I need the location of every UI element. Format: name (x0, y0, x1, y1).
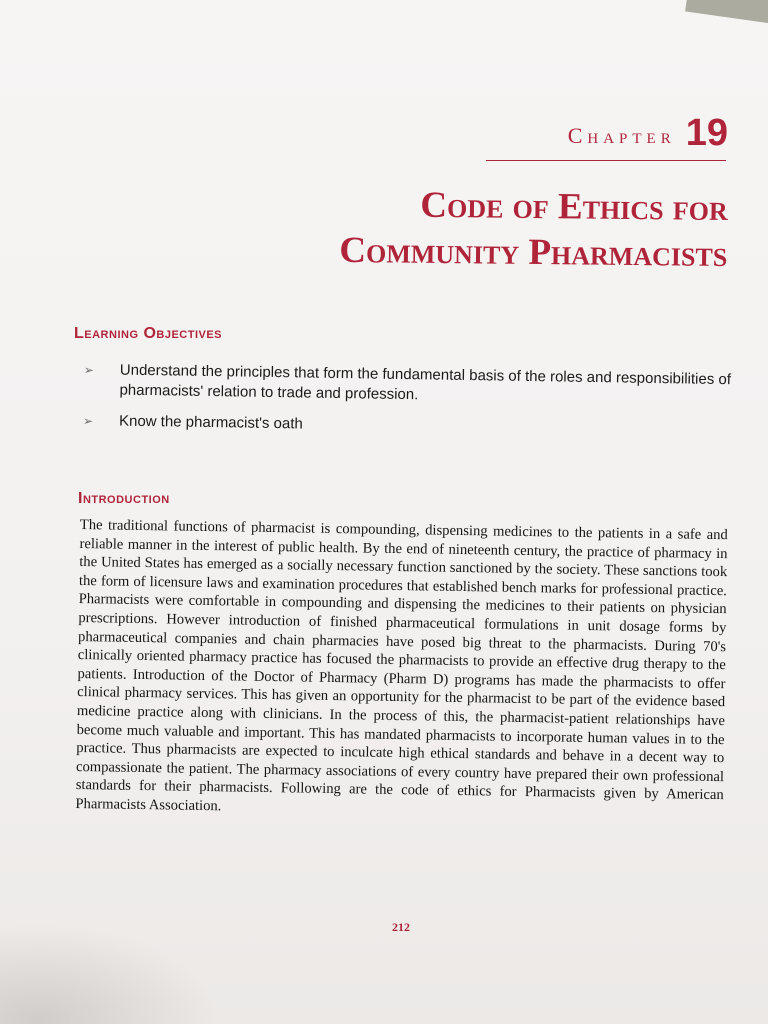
objective-text: Know the pharmacist's oath (118, 412, 303, 433)
chapter-rule (486, 160, 726, 161)
learning-objectives-list (83, 360, 734, 452)
introduction-body (75, 516, 728, 824)
chapter-label (568, 112, 728, 155)
page-number: 212 (392, 920, 410, 934)
arrow-bullet-icon: ➢ (82, 413, 94, 429)
chapter-title (167, 180, 728, 278)
page-shadow (0, 924, 220, 1024)
chapter-title-line-2: Community Pharmacists (339, 229, 728, 275)
learning-objectives-heading: Learning Objectives (74, 325, 223, 342)
objective-text: Understand the principles that form the fundamental basis of the roles and responsibilities of pharmacists' relation to trade and profession. (119, 361, 732, 404)
introduction-heading: Introduction (78, 490, 170, 507)
page-corner-shadow (685, 0, 768, 28)
list-item (83, 360, 734, 410)
chapter-title-line-1: Code of Ethics for (420, 184, 728, 229)
chapter-word: Chapter (567, 123, 676, 148)
introduction-paragraph: The traditional functions of pharmacist is compounding, dispensing medicines to the patients in a safe and reliable manner in the interest of public health. By the end of nineteenth century, the practice of pharmacy in the United States has emerged as a socially necessary function sanctioned by the society. These sanctions took the form of licensure laws and examination procedures that established bench marks for professional practice. Pharmacists were comfortable in compounding and dispensing the medicines to their patients on physician prescriptions. However introduction of finished pharmaceutical formulations in unit dosage forms by pharmaceutical companies and chain pharmacies have posed big threat to the pharmacists. During 70's clinically oriented pharmacy practice has focused the pharmacists to provide an effective drug therapy to the patients. Introduction of the Doctor of Pharmacy (Pharm D) programs has made the pharmacists to offer clinical pharmacy services. This has given an opportunity for the pharmacist to be part of the evidence based medicine practice along with clinicians. In the process of this, the pharmacist-patient relationships have become much valuable and important. This has mandated pharmacists to incorporate human values in to the practice. Thus pharmacists are expected to inculcate high ethical standards and behave in a decent way to compassionate the patient. The pharmacy associations of every country have prepared their own professional standards for their pharmacists. Following are the code of ethics for Pharmacists given by American Pharmacists Association. (75, 516, 728, 815)
chapter-number: 19 (685, 112, 728, 154)
list-item (83, 411, 733, 441)
arrow-bullet-icon: ➢ (83, 362, 95, 378)
